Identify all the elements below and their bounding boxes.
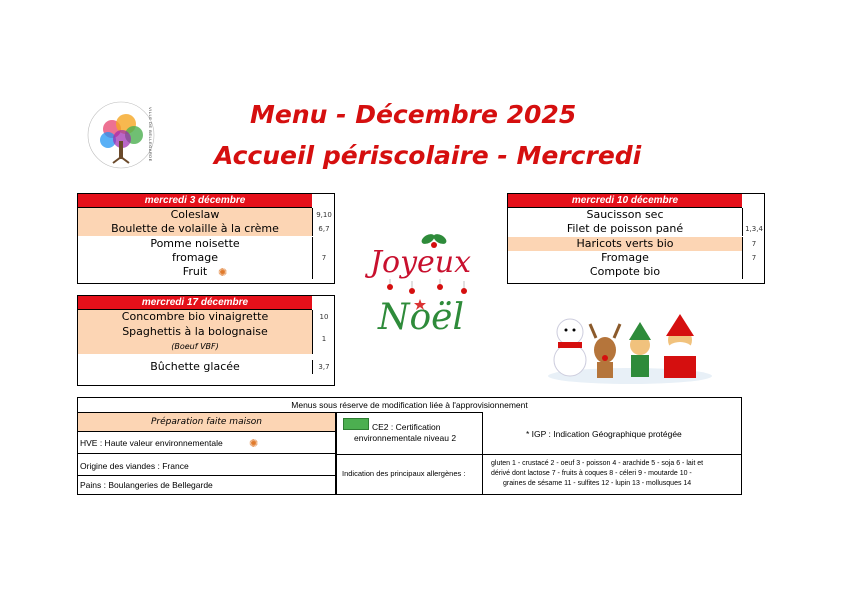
allergen-label: Indication des principaux allergènes :: [342, 469, 466, 478]
menu-item: Fromage 7: [508, 251, 764, 265]
menu-item: Coleslaw 9,10: [78, 208, 334, 222]
allergen-list-2: dérivé dont lactose 7 - fruits à coques 8 - céleri 9 - moutarde 10 -: [491, 470, 692, 477]
menu-item: Compote bio: [508, 265, 764, 279]
allergen-list-3: graines de sésame 11 - sulfites 12 - lupin 13 - mollusques 14: [503, 480, 692, 487]
menu-3-decembre: [77, 193, 335, 284]
legend-banner: Menus sous réserve de modification liée à l'approvisionnement: [291, 400, 528, 410]
menu-item: Spaghettis à la bolognaise 1: [78, 324, 334, 340]
town-logo: [82, 99, 166, 171]
fait-maison-label: Préparation faite maison: [150, 417, 262, 427]
menu-heading: mercredi 3 décembre: [78, 194, 312, 208]
menu-item: Concombre bio vinaigrette 10: [78, 310, 334, 324]
hve-label: HVE : Haute valeur environnementale: [80, 438, 223, 448]
logo-text: VILLE DE BELLEGARDE: [148, 107, 153, 162]
ce2-label-2: environnementale niveau 2: [354, 433, 457, 443]
allergen-list-1: gluten 1 - crustacé 2 - oeuf 3 - poisson 4 - arachide 5 - soja 6 - lait et: [491, 460, 704, 467]
igp-label: * IGP : Indication Géographique protégée: [526, 429, 682, 439]
menu-item: fromage 7: [78, 251, 334, 265]
noel-text: Noël: [378, 297, 464, 338]
christmas-characters-image: [540, 300, 720, 385]
menu-item: Filet de poisson pané 1,3,4: [508, 222, 764, 236]
page-subtitle: Accueil périscolaire - Mercredi: [214, 141, 642, 170]
legend-table: [77, 397, 742, 495]
menu-item: Saucisson sec: [508, 208, 764, 222]
joyeux-text: Joyeux: [370, 245, 472, 280]
menu-item: Bûchette glacée 3,7: [78, 360, 334, 374]
menu-17-decembre: [77, 295, 335, 386]
menu-item: Fruit: [78, 265, 334, 279]
menu-item: Boulette de volaille à la crème 6,7: [78, 222, 334, 236]
ce2-logo-icon: [343, 418, 369, 430]
menu-heading: mercredi 17 décembre: [78, 296, 312, 310]
menu-item: Pomme noisette: [78, 237, 334, 251]
hve-icon: ✺: [249, 438, 259, 450]
pains-label: Pains : Boulangeries de Bellegarde: [80, 480, 213, 490]
fait-maison-icon: ✺: [218, 267, 228, 279]
ce2-label-1: CE2 : Certification: [372, 422, 441, 432]
fait-maison-cell: [78, 412, 336, 432]
menu-10-decembre: [507, 193, 765, 284]
menu-heading: mercredi 10 décembre: [508, 194, 742, 208]
page-title: Menu - Décembre 2025: [250, 100, 577, 129]
origine-label: Origine des viandes : France: [80, 461, 189, 471]
joyeux-noel-illustration: [360, 225, 490, 345]
menu-item: Haricots verts bio 7: [508, 237, 764, 251]
menu-item: (Boeuf VBF): [78, 340, 334, 354]
